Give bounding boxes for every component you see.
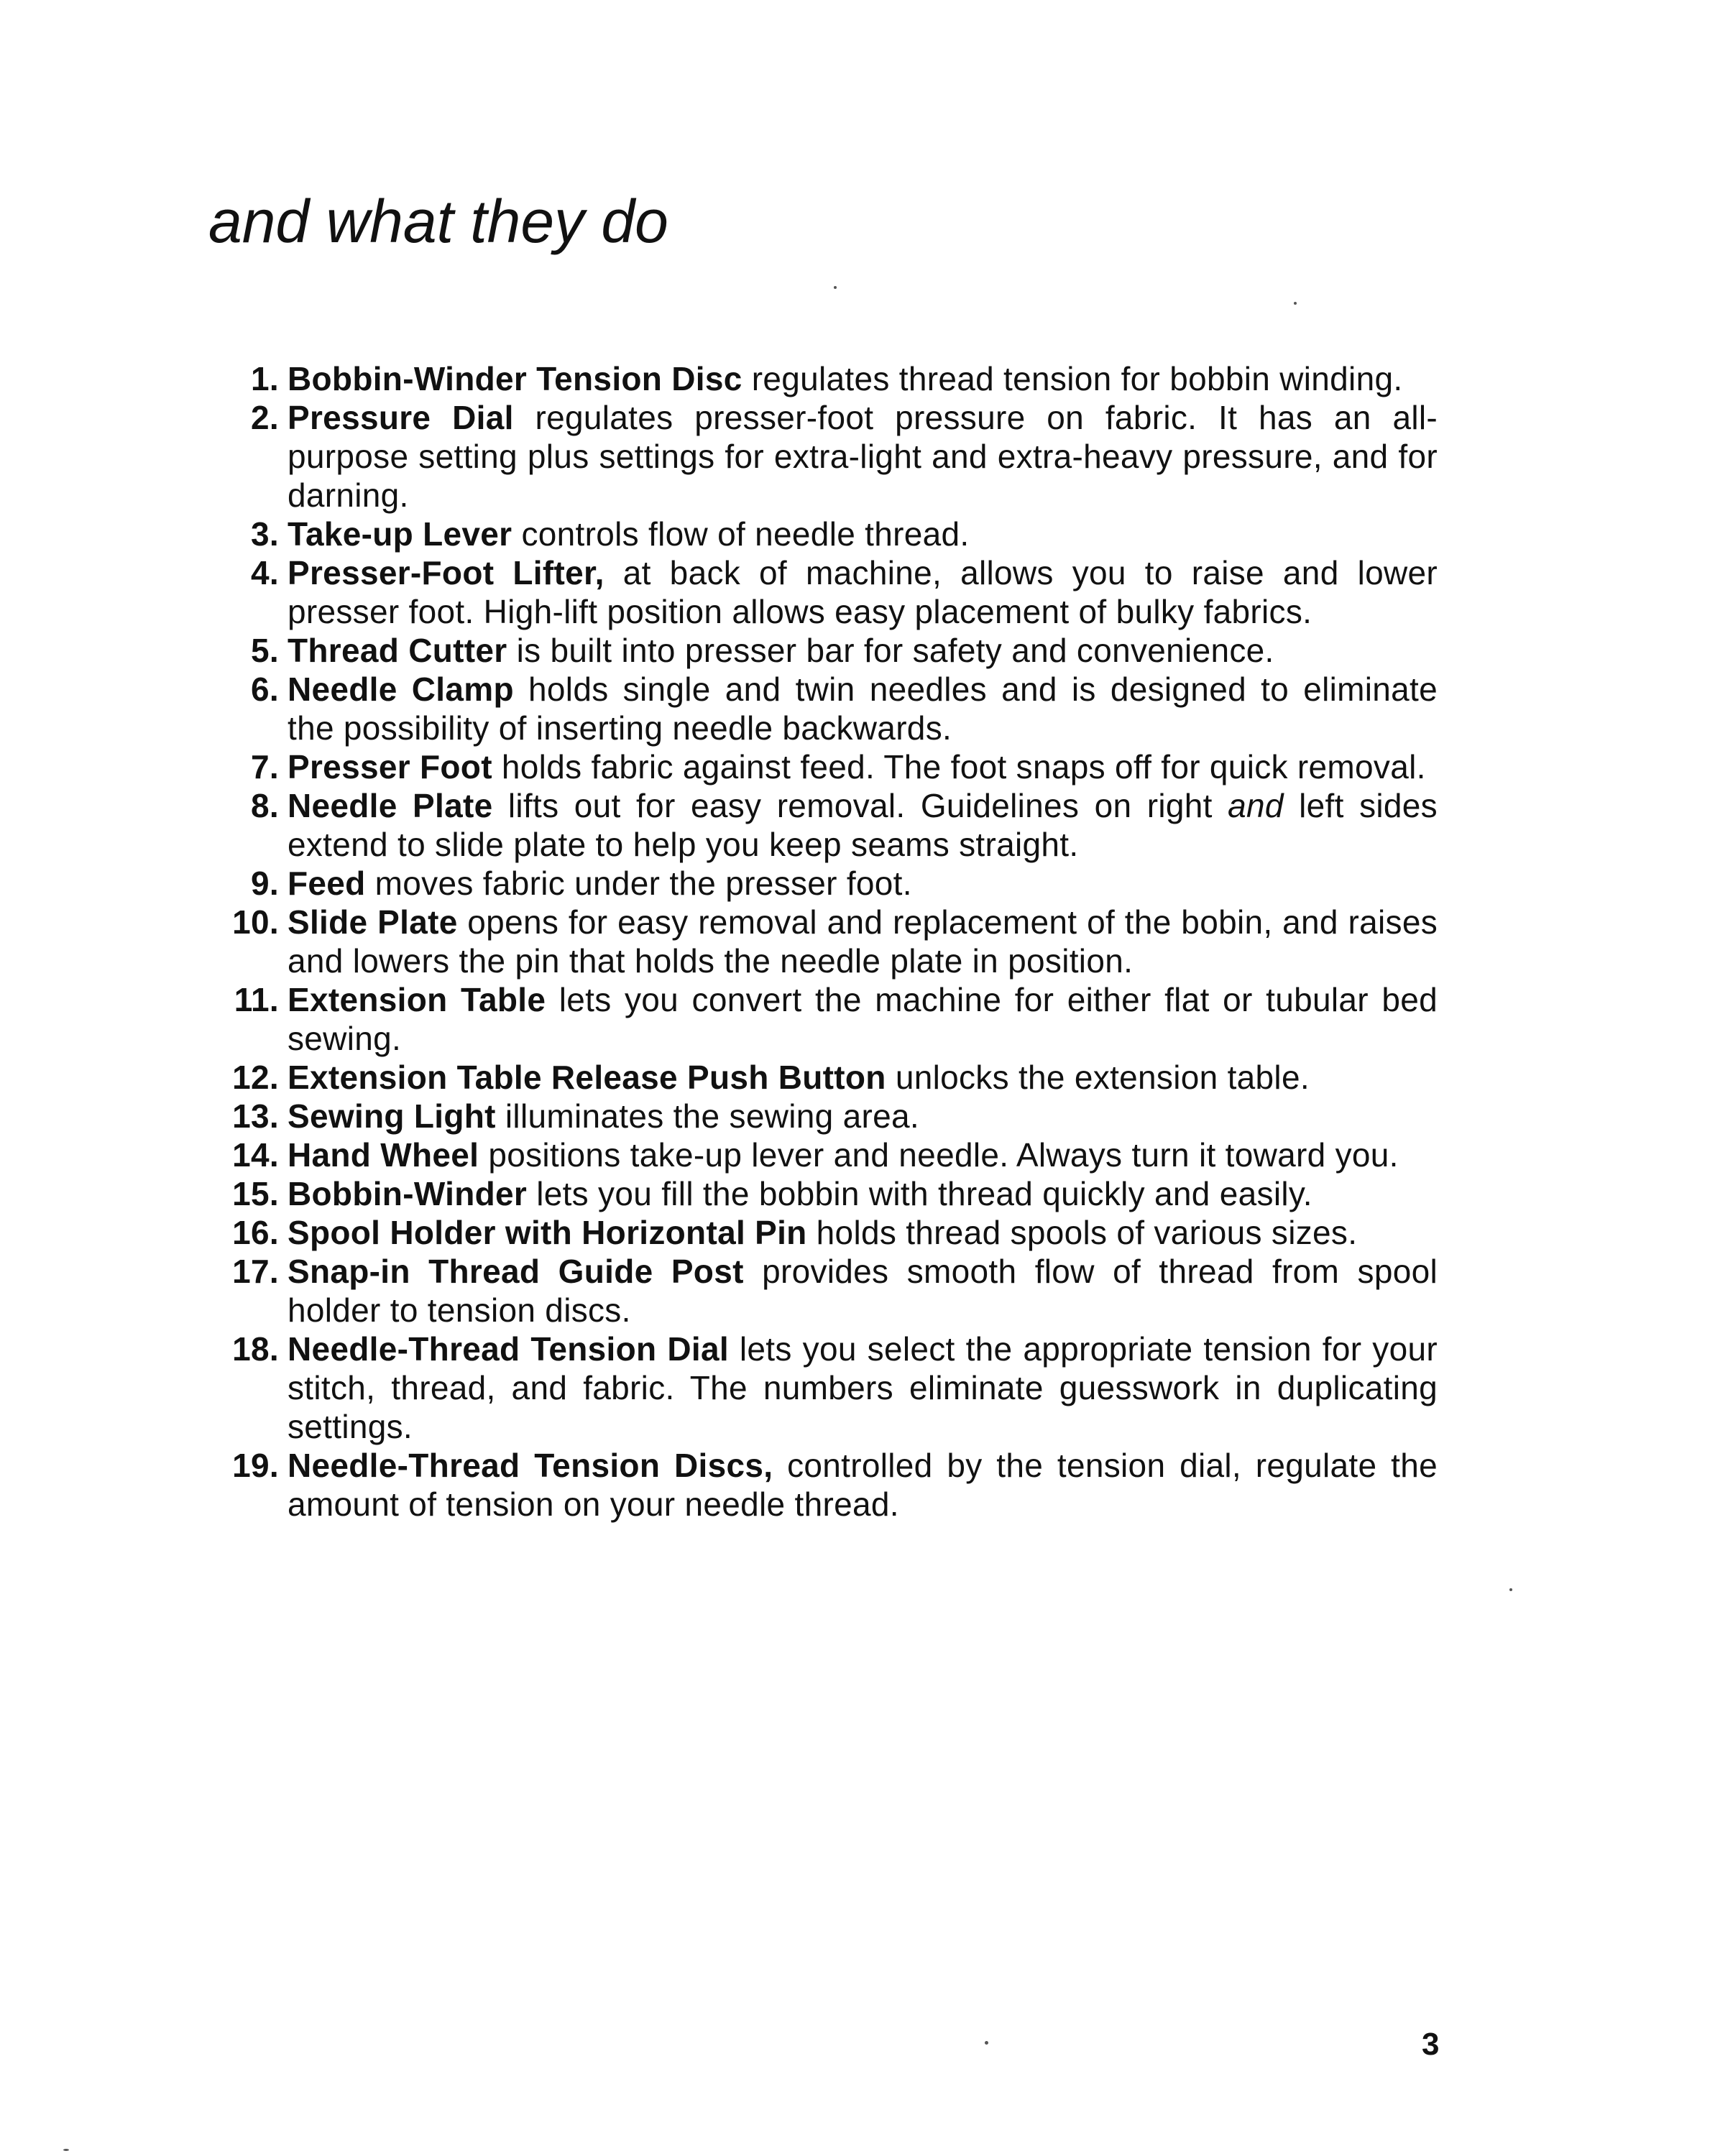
- item-name: Presser-Foot Lifter,: [288, 554, 604, 591]
- list-item: [216, 398, 1438, 515]
- item-number: 15.: [232, 1175, 279, 1212]
- item-number: 1.: [251, 360, 279, 397]
- item-number: 12.: [232, 1059, 279, 1096]
- item-description: lets you select the appropriate tension for your stitch, thread, and fabric. The numbers eliminate guesswork in duplicating settings.: [288, 1330, 1438, 1445]
- item-description: provides smooth flow of thread from spool holder to tension discs.: [288, 1253, 1438, 1329]
- item-name: Sewing Light: [288, 1097, 496, 1135]
- list-item: [216, 903, 1438, 980]
- item-number: 17.: [232, 1253, 279, 1290]
- item-text: [288, 553, 1438, 631]
- item-text: [288, 670, 1438, 747]
- item-description: is built into presser bar for safety and convenience.: [516, 632, 1274, 669]
- item-description: holds fabric against feed. The foot snaps off for quick removal.: [501, 748, 1426, 786]
- scan-speck: [1509, 1588, 1512, 1591]
- list-item: [216, 786, 1438, 864]
- item-name: Spool Holder with Horizontal Pin: [288, 1214, 807, 1251]
- item-text: [288, 1058, 1438, 1097]
- item-text: [288, 1446, 1438, 1524]
- item-number: 14.: [232, 1136, 279, 1174]
- list-item: [216, 747, 1438, 786]
- item-name: Needle-Thread Tension Dial: [288, 1330, 729, 1368]
- page-number: 3: [1422, 2027, 1440, 2062]
- item-text: [288, 980, 1438, 1058]
- item-number: 6.: [251, 671, 279, 708]
- item-name: Hand Wheel: [288, 1136, 479, 1174]
- scan-speck: [985, 2041, 988, 2045]
- item-description-end: left sides extend to slide plate to help you keep seams straight.: [288, 787, 1438, 863]
- item-number: 16.: [232, 1214, 279, 1251]
- item-text: [288, 359, 1438, 398]
- item-description: at back of machine, allows you to raise and lower presser foot. High-lift position allows easy placement of bulky fabrics.: [288, 554, 1438, 630]
- list-item: [216, 553, 1438, 631]
- item-description-emphasis: and: [1228, 787, 1284, 824]
- list-item: [216, 670, 1438, 747]
- item-text: [288, 398, 1438, 515]
- item-text: [288, 786, 1438, 864]
- list-item: [216, 1058, 1438, 1097]
- item-number: 8.: [251, 787, 279, 824]
- item-description: regulates thread tension for bobbin winding.: [751, 360, 1403, 397]
- item-description: opens for easy removal and replacement of the bobin, and raises and lowers the pin that holds the needle plate in position.: [288, 903, 1438, 980]
- item-description: illuminates the sewing area.: [505, 1097, 919, 1135]
- item-description: holds single and twin needles and is designed to eliminate the possibility of inserting needle backwards.: [288, 671, 1438, 747]
- page-heading: and what they do: [208, 188, 668, 255]
- item-name: Take-up Lever: [288, 515, 512, 553]
- item-name: Bobbin-Winder Tension Disc: [288, 360, 742, 397]
- item-text: [288, 1252, 1438, 1330]
- item-text: [288, 747, 1438, 786]
- item-name: Slide Plate: [288, 903, 458, 941]
- item-number: 13.: [232, 1097, 279, 1135]
- item-number: 7.: [251, 748, 279, 786]
- list-item: [216, 1135, 1438, 1174]
- list-item: [216, 980, 1438, 1058]
- item-name: Needle Clamp: [288, 671, 514, 708]
- item-name: Extension Table Release Push Button: [288, 1059, 886, 1096]
- list-item: [216, 1097, 1438, 1135]
- item-number: 18.: [232, 1330, 279, 1368]
- item-description: lets you convert the machine for either flat or tubular bed sewing.: [288, 981, 1438, 1057]
- list-item: [216, 1213, 1438, 1252]
- item-text: [288, 1213, 1438, 1252]
- item-text: [288, 631, 1438, 670]
- item-text: [288, 903, 1438, 980]
- list-item: [216, 359, 1438, 398]
- item-text: [288, 1097, 1438, 1135]
- item-number: 2.: [251, 399, 279, 436]
- item-number: 11.: [234, 981, 279, 1018]
- item-number: 4.: [251, 554, 279, 591]
- item-description: controls flow of needle thread.: [521, 515, 970, 553]
- item-description: moves fabric under the presser foot.: [374, 865, 912, 902]
- item-name: Bobbin-Winder: [288, 1175, 528, 1212]
- parts-list: [216, 359, 1438, 1524]
- list-item: [216, 864, 1438, 903]
- item-description: controlled by the tension dial, regulate the amount of tension on your needle thread.: [288, 1447, 1438, 1523]
- item-name: Thread Cutter: [288, 632, 507, 669]
- item-description-start: lifts out for easy removal. Guidelines on right: [507, 787, 1213, 824]
- scan-speck: [63, 2149, 69, 2151]
- item-text: [288, 864, 1438, 903]
- item-number: 9.: [251, 865, 279, 902]
- item-number: 5.: [251, 632, 279, 669]
- item-name: Feed: [288, 865, 366, 902]
- item-text: [288, 1135, 1438, 1174]
- item-description: positions take-up lever and needle. Always turn it toward you.: [488, 1136, 1399, 1174]
- item-description: unlocks the extension table.: [895, 1059, 1310, 1096]
- item-description: holds thread spools of various sizes.: [816, 1214, 1358, 1251]
- item-name: Needle Plate: [288, 787, 493, 824]
- scan-speck: [834, 286, 837, 289]
- list-item: [216, 1252, 1438, 1330]
- item-text: [288, 515, 1438, 553]
- item-name: Pressure Dial: [288, 399, 514, 436]
- list-item: [216, 1446, 1438, 1524]
- item-name: Presser Foot: [288, 748, 492, 786]
- item-text: [288, 1330, 1438, 1446]
- item-name: Snap-in Thread Guide Post: [288, 1253, 744, 1290]
- list-item: [216, 631, 1438, 670]
- list-item: [216, 1174, 1438, 1213]
- item-name: Extension Table: [288, 981, 546, 1018]
- scan-speck: [1294, 302, 1297, 305]
- list-item: [216, 515, 1438, 553]
- list-item: [216, 1330, 1438, 1446]
- item-number: 10.: [232, 903, 279, 941]
- item-text: [288, 1174, 1438, 1213]
- item-description: regulates presser-foot pressure on fabric. It has an all-purpose setting plus settings for extra-light and extra-heavy pressure, and for darning.: [288, 399, 1438, 514]
- item-description: lets you fill the bobbin with thread quickly and easily.: [536, 1175, 1312, 1212]
- item-name: Needle-Thread Tension Discs,: [288, 1447, 773, 1484]
- item-number: 3.: [251, 515, 279, 553]
- item-number: 19.: [232, 1447, 279, 1484]
